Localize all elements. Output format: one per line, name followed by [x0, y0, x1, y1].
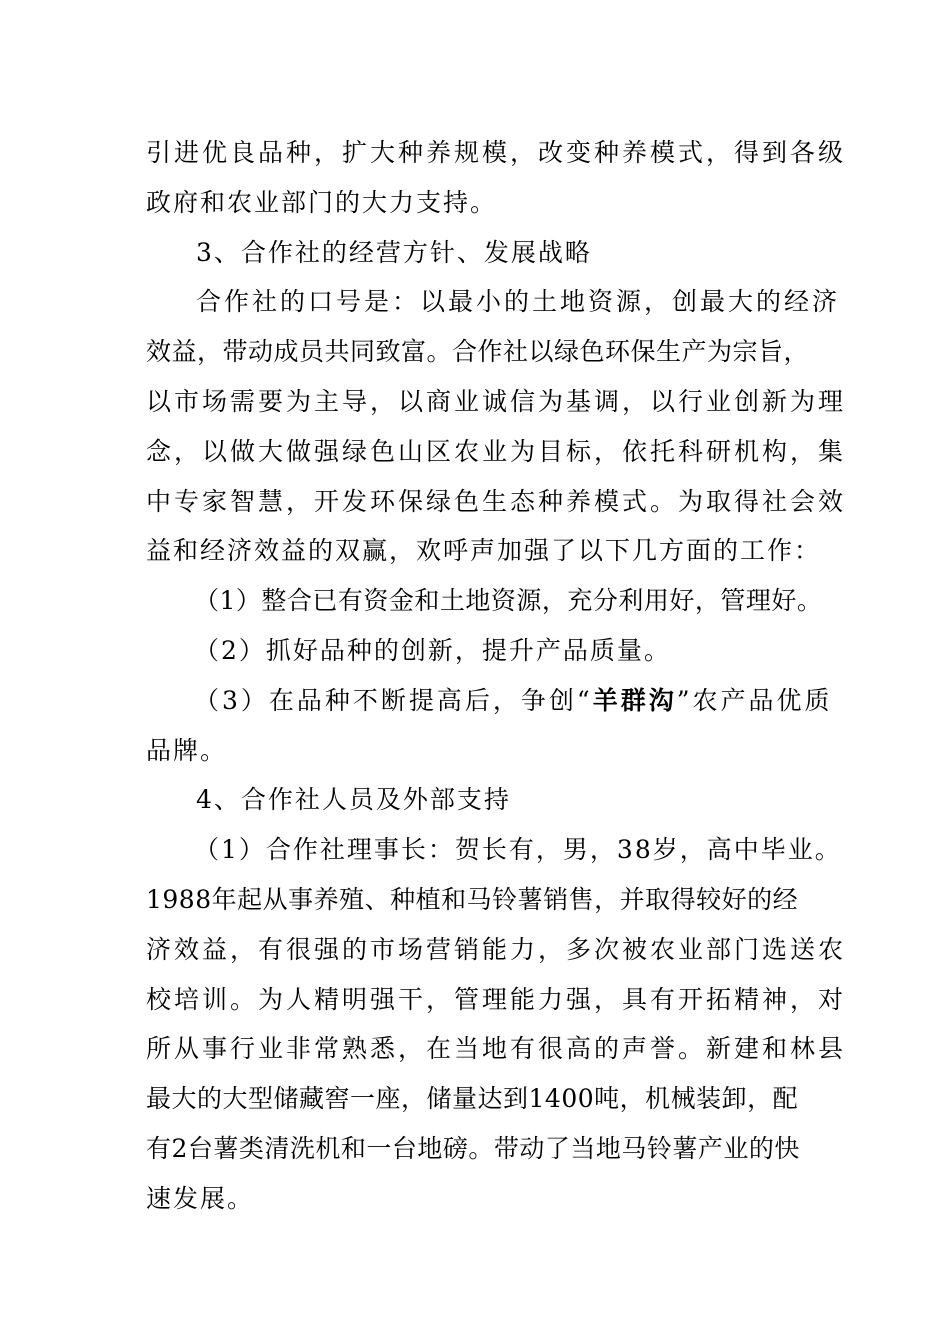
paragraph-line: 品牌。 [146, 735, 228, 765]
paragraph-line: 以市场需要为主导，以商业诚信为基调，以行业创新为理 [146, 386, 847, 416]
paragraph-line: 政府和农业部门的大力支持。 [146, 187, 498, 217]
paragraph-line: 最大的大型储藏窖一座，储量达到1400吨，机械装卸，配 [146, 1084, 799, 1114]
paragraph-line: 益和经济效益的双赢，欢呼声加强了以下几方面的工作： [146, 536, 822, 566]
section-heading-4: 4、合作社人员及外部支持 [196, 785, 511, 815]
section-heading-3: 3、合作社的经营方针、发展战略 [196, 237, 592, 267]
paragraph-line: 效益，带动成员共同致富。合作社以绿色环保生产为宗旨， [146, 337, 810, 367]
paragraph-line: 济效益，有很强的市场营销能力，多次被农业部门选送农 [146, 934, 847, 964]
list-item-3 [146, 676, 833, 726]
paragraph-line: 1988年起从事养殖、种植和马铃薯销售，并取得较好的经 [146, 884, 799, 914]
paragraph-line: 所从事行业非常熟悉，在当地有很高的声誉。新建和林县 [146, 1034, 847, 1064]
list-item-3-tail: ”农产品优质 [676, 685, 833, 715]
list-item-3-text: （3）在品种不断提高后，争创 [194, 685, 577, 715]
list-item-2: （2）抓好品种的创新，提升产品质量。 [194, 635, 671, 665]
paragraph-line: 引进优良品种，扩大种养规模，改变种养模式，得到各级 [146, 138, 847, 167]
paragraph-line: 合作社的口号是：以最小的土地资源，创最大的经济 [196, 287, 841, 317]
paragraph-line: 中专家智慧，开发环保绿色生态种养模式。为取得社会效 [146, 486, 847, 516]
paragraph-line: 速发展。 [146, 1183, 255, 1213]
brand-name: 羊群沟 [592, 685, 677, 715]
list-item-1: （1）整合已有资金和土地资源，充分利用好，管理好。 [194, 586, 823, 616]
document-body [146, 128, 847, 1224]
paragraph-line: 校培训。为人精明强干，管理能力强，具有开拓精神，对 [146, 984, 847, 1014]
quote-open: “ [576, 685, 593, 715]
paragraph-line: 念，以做大做强绿色山区农业为目标，依托科研机构，集 [146, 436, 847, 466]
list-item-1: （1）合作社理事长：贺长有，男，38岁，高中毕业。 [194, 835, 842, 865]
paragraph-line: 有2台薯类清洗机和一台地磅。带动了当地马铃薯产业的快 [146, 1133, 800, 1163]
